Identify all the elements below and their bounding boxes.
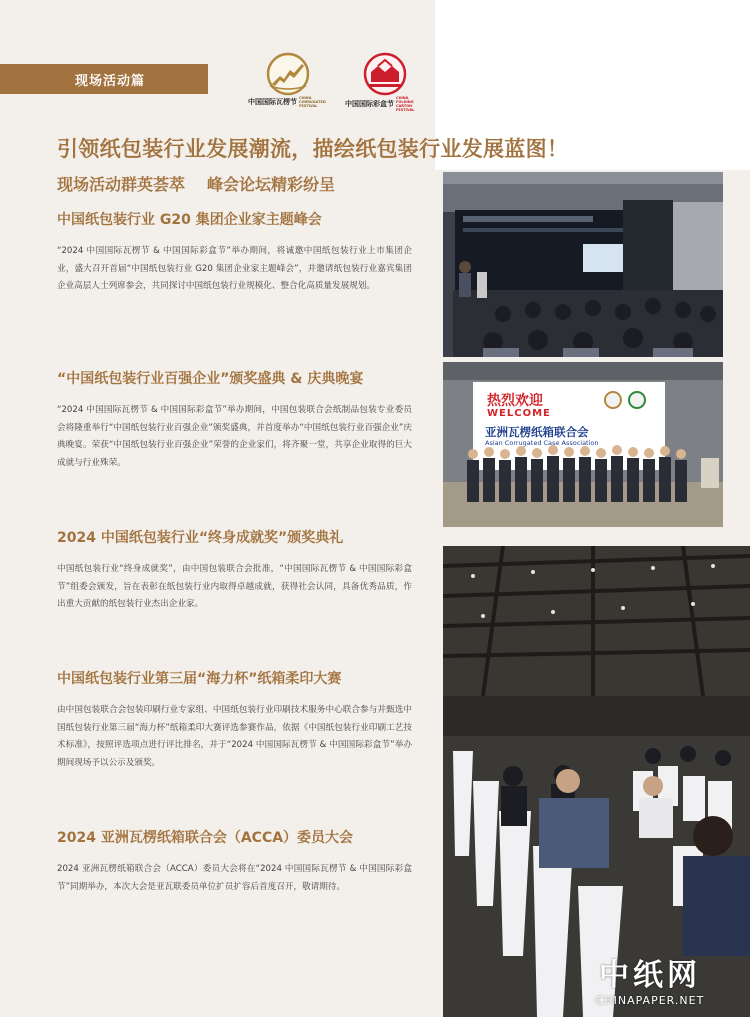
section-tag [0, 64, 208, 94]
folding-carton-festival-emblem [345, 50, 425, 96]
photo-summit-conference [443, 172, 723, 357]
page-subheadline [57, 172, 335, 195]
section-title: 中国纸包装行业 G20 集团企业家主题峰会 [57, 212, 322, 228]
logo-name-cn: 中国国际瓦楞节 [248, 98, 297, 106]
corrugated-festival-emblem [248, 50, 328, 96]
subheadline-part: 现场活动群英荟萃 [57, 175, 186, 194]
section-title: 2024 亚洲瓦楞纸箱联合会（ACCA）委员大会 [57, 830, 354, 846]
section-body: “2024 中国国际瓦楞节 & 中国国际彩盒节”举办期间，将诚邀中国纸包装行业上市集团企业，盛大召开首届“中国纸包装行业 G20 集团企业家主题峰会”，并邀请纸包装行业嘉宾集团企业高层人士列席参会，共同探讨中国纸包装行业规模化、整合化高质量发展规划。 [57, 246, 412, 291]
folding-carton-festival-logo [345, 50, 425, 110]
banner-association-cn: 亚洲瓦楞纸箱联合会 [485, 425, 589, 439]
corrugated-festival-logo [248, 50, 328, 110]
section-body: 2024 亚洲瓦楞纸箱联合会（ACCA）委员大会将在“2024 中国国际瓦楞节 & 中国国际彩盒节”同期举办，本次大会是亚瓦联委员单位扩员扩容后首度召开，敬请期待。 [57, 864, 412, 892]
banner-welcome-cn: 热烈欢迎 [487, 393, 543, 409]
page-headline: 引领纸包装行业发展潮流，描绘纸包装行业发展蓝图！ [57, 137, 569, 161]
watermark [560, 950, 740, 1007]
section-body: 由中国包装联合会包装印刷行业专家组、中国纸包装行业印刷技术服务中心联合参与并甄选中国纸包装行业第三届“海力杯”纸箱柔印大赛评选参赛作品，依据《中国纸包装行业印刷工艺技术标准》，按照评选项点进行评比排名，并于“2024 中国国际瓦楞节 & 中国国际彩盒节”举办期间现场予以公示及颁奖。 [57, 705, 412, 768]
section-title: 2024 中国纸包装行业“终身成就奖”颁奖典礼 [57, 530, 344, 546]
watermark-cn: 中纸网 [599, 958, 701, 993]
section-title: “中国纸包装行业百强企业”颁奖盛典 & 庆典晚宴 [57, 371, 364, 387]
logo-name-en: CHINA FOLDING CARTON FESTIVAL [396, 96, 415, 112]
section-tag-label: 现场活动篇 [75, 74, 146, 89]
banner-welcome-en: WELCOME [487, 408, 551, 419]
logo-name-en: CHINA CORRUGATED FESTIVAL [299, 96, 326, 108]
photo-acca-group [443, 362, 723, 527]
section-body: 中国纸包装行业“终身成就奖”，由中国包装联合会批准，“中国国际瓦楞节 & 中国国际彩盒节”组委会颁发，旨在表彰在纸包装行业内取得卓越成就，获得社会认同，具备优秀品质，作出重大贡献的纸包装行业杰出企业家。 [57, 564, 412, 609]
banner-association-en: Asian Corrugated Case Association [485, 439, 599, 447]
section-title: 中国纸包装行业第三届“海力杯”纸箱柔印大赛 [57, 671, 342, 687]
watermark-en: CHINAPAPER.NET [595, 994, 705, 1007]
logo-name-cn: 中国国际彩盒节 [345, 100, 394, 108]
subheadline-part: 峰会论坛精彩纷呈 [207, 175, 336, 194]
section-body: “2024 中国国际瓦楞节 & 中国国际彩盒节”举办期间，中国包装联合会纸制品包装专业委员会将隆重举行“中国纸包装行业百强企业”颁奖盛典，并首度举办“中国纸包装行业百强企业”庆典晚宴。荣获“中国纸包装行业百强企业”荣誉的企业家们，将齐聚一堂，共享企业取得的巨大成就与行业殊荣。 [57, 405, 412, 468]
photo-banquet-hall [443, 546, 750, 1017]
